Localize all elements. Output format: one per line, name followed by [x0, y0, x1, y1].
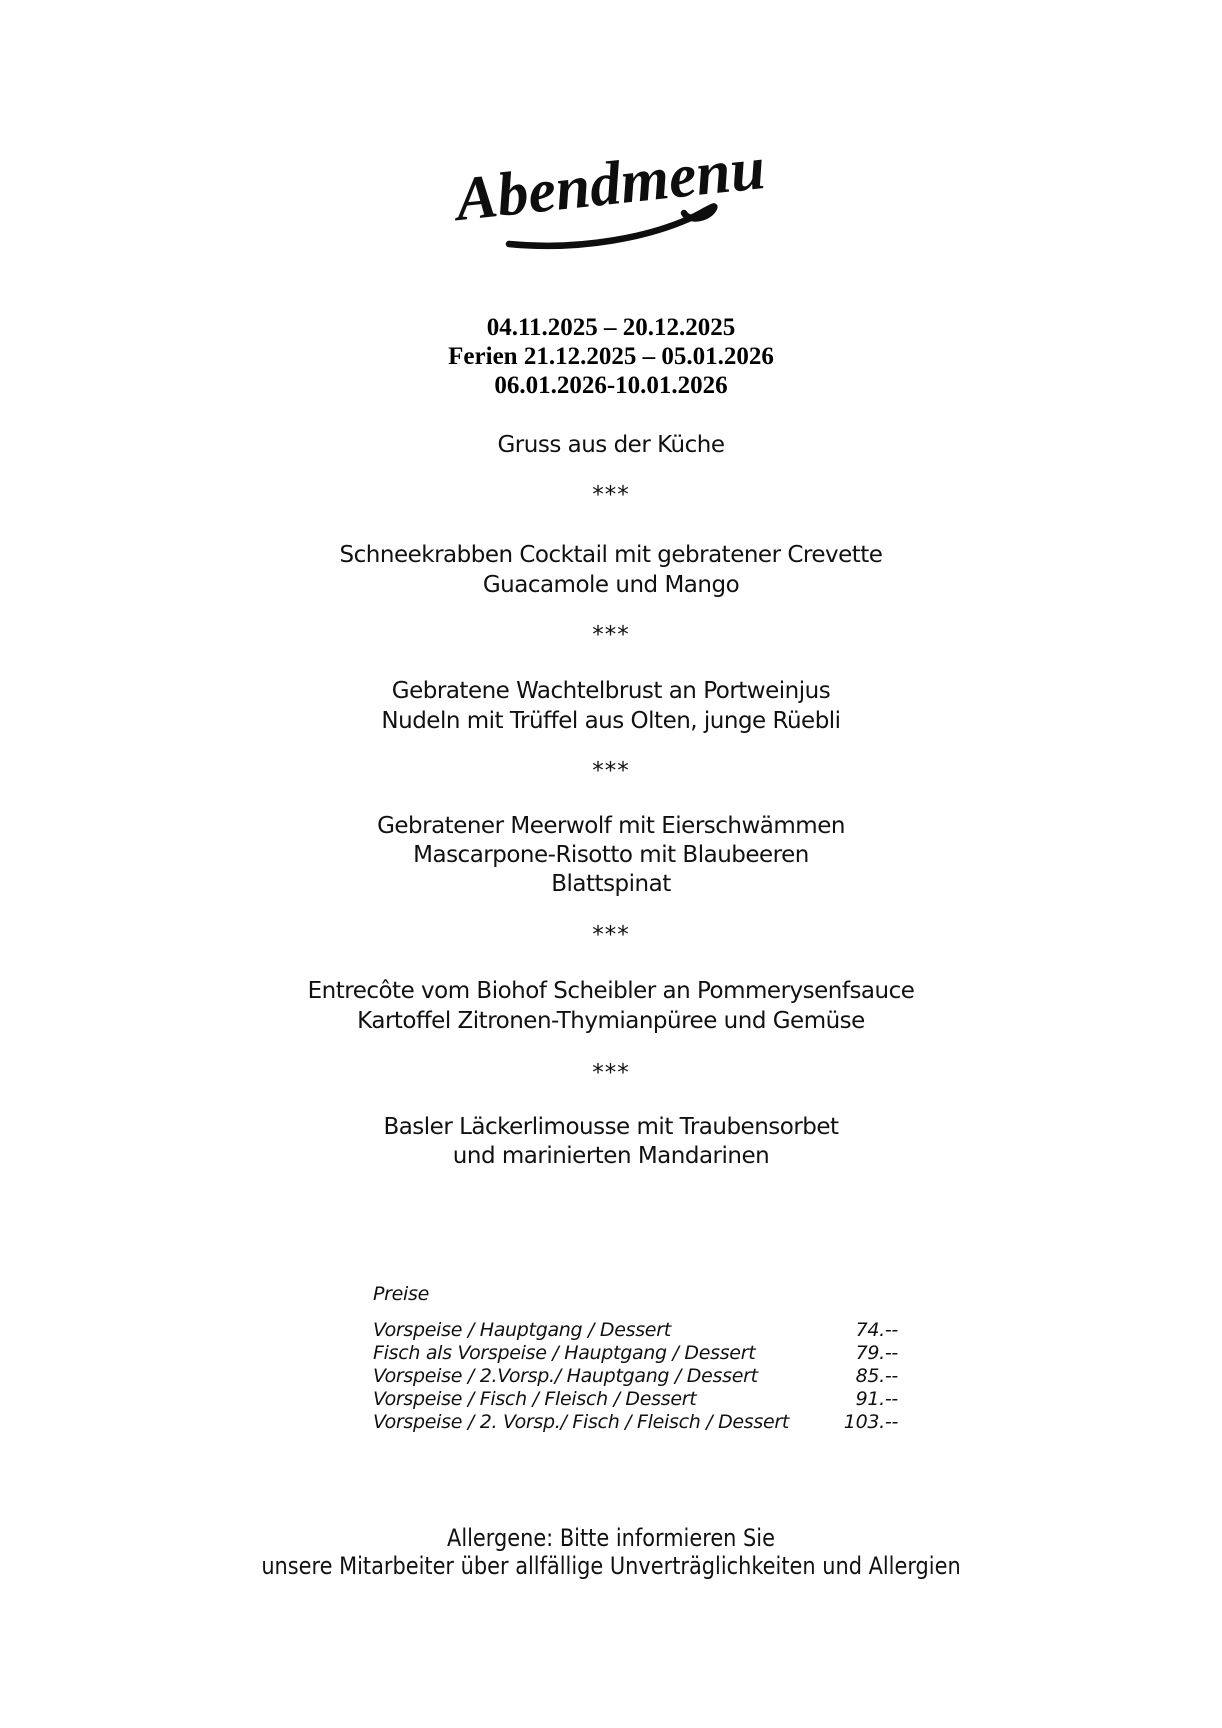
course-line: Gebratener Meerwolf mit Eierschwämmen [377, 813, 845, 839]
course-line: Blattspinat [551, 871, 671, 897]
course-separator: *** [592, 482, 630, 508]
course-second-starter [0, 676, 1222, 736]
prices-heading: Preise [373, 1283, 430, 1305]
course-line: Gebratene Wachtelbrust an Portweinjus [391, 678, 831, 704]
course-line: Kartoffel Zitronen-Thymianpüree und Gemüse [357, 1008, 865, 1034]
course-separator: *** [592, 922, 630, 948]
price-list [373, 1283, 898, 1434]
price-row [373, 1388, 898, 1411]
price-row [373, 1319, 898, 1342]
price-value: 79.-- [855, 1342, 898, 1364]
course-line: Schneekrabben Cocktail mit gebratener Crevette [339, 542, 883, 568]
dates-line-1: 04.11.2025 – 20.12.2025 [486, 314, 736, 341]
course-separator: *** [592, 1060, 630, 1086]
allergen-note [79, 1524, 1142, 1580]
dates-line-2: Ferien 21.12.2025 – 05.01.2026 [448, 343, 774, 370]
logo-script-text: Abendmenu [452, 134, 769, 235]
price-value: 103.-- [843, 1411, 898, 1433]
course-line: Gruss aus der Küche [497, 432, 725, 458]
allergen-note-line-1: Allergene: Bitte informieren Sie [447, 1524, 775, 1552]
price-row [373, 1365, 898, 1388]
price-row [373, 1411, 898, 1434]
price-label: Vorspeise / Fisch / Fleisch / Dessert [373, 1388, 697, 1410]
price-row [373, 1342, 898, 1365]
course-line: Guacamole und Mango [482, 572, 740, 598]
course-dessert [0, 1113, 1222, 1171]
price-label: Vorspeise / 2.Vorsp./ Hauptgang / Dessert [373, 1365, 758, 1387]
logo [0, 130, 1222, 258]
course-separator: *** [592, 758, 630, 784]
course-fish [0, 812, 1222, 899]
course-separator: *** [592, 622, 630, 648]
price-label: Vorspeise / Hauptgang / Dessert [373, 1319, 671, 1341]
validity-dates [0, 313, 1222, 400]
abendmenu-script-logo [451, 130, 771, 258]
course-line: Mascarpone-Risotto mit Blaubeeren [413, 842, 809, 868]
price-value: 74.-- [855, 1319, 898, 1341]
price-label: Vorspeise / 2. Vorsp./ Fisch / Fleisch / Dessert [373, 1411, 790, 1433]
price-value: 91.-- [855, 1388, 898, 1410]
course-line: Basler Läckerlimousse mit Traubensorbet [383, 1114, 839, 1140]
course-meat [0, 976, 1222, 1036]
price-label: Fisch als Vorspeise / Hauptgang / Dessert [373, 1342, 756, 1364]
price-value: 85.-- [855, 1365, 898, 1387]
course-line: Nudeln mit Trüffel aus Olten, junge Rüebli [381, 708, 841, 734]
course-line: und marinierten Mandarinen [452, 1143, 770, 1169]
dates-line-3: 06.01.2026-10.01.2026 [494, 372, 728, 399]
course-line: Entrecôte vom Biohof Scheibler an Pommerysenfsauce [307, 978, 915, 1004]
course-amuse-bouche [0, 430, 1222, 460]
course-starter [0, 540, 1222, 600]
allergen-note-line-2: unsere Mitarbeiter über allfällige Unverträglichkeiten und Allergien [261, 1552, 961, 1580]
